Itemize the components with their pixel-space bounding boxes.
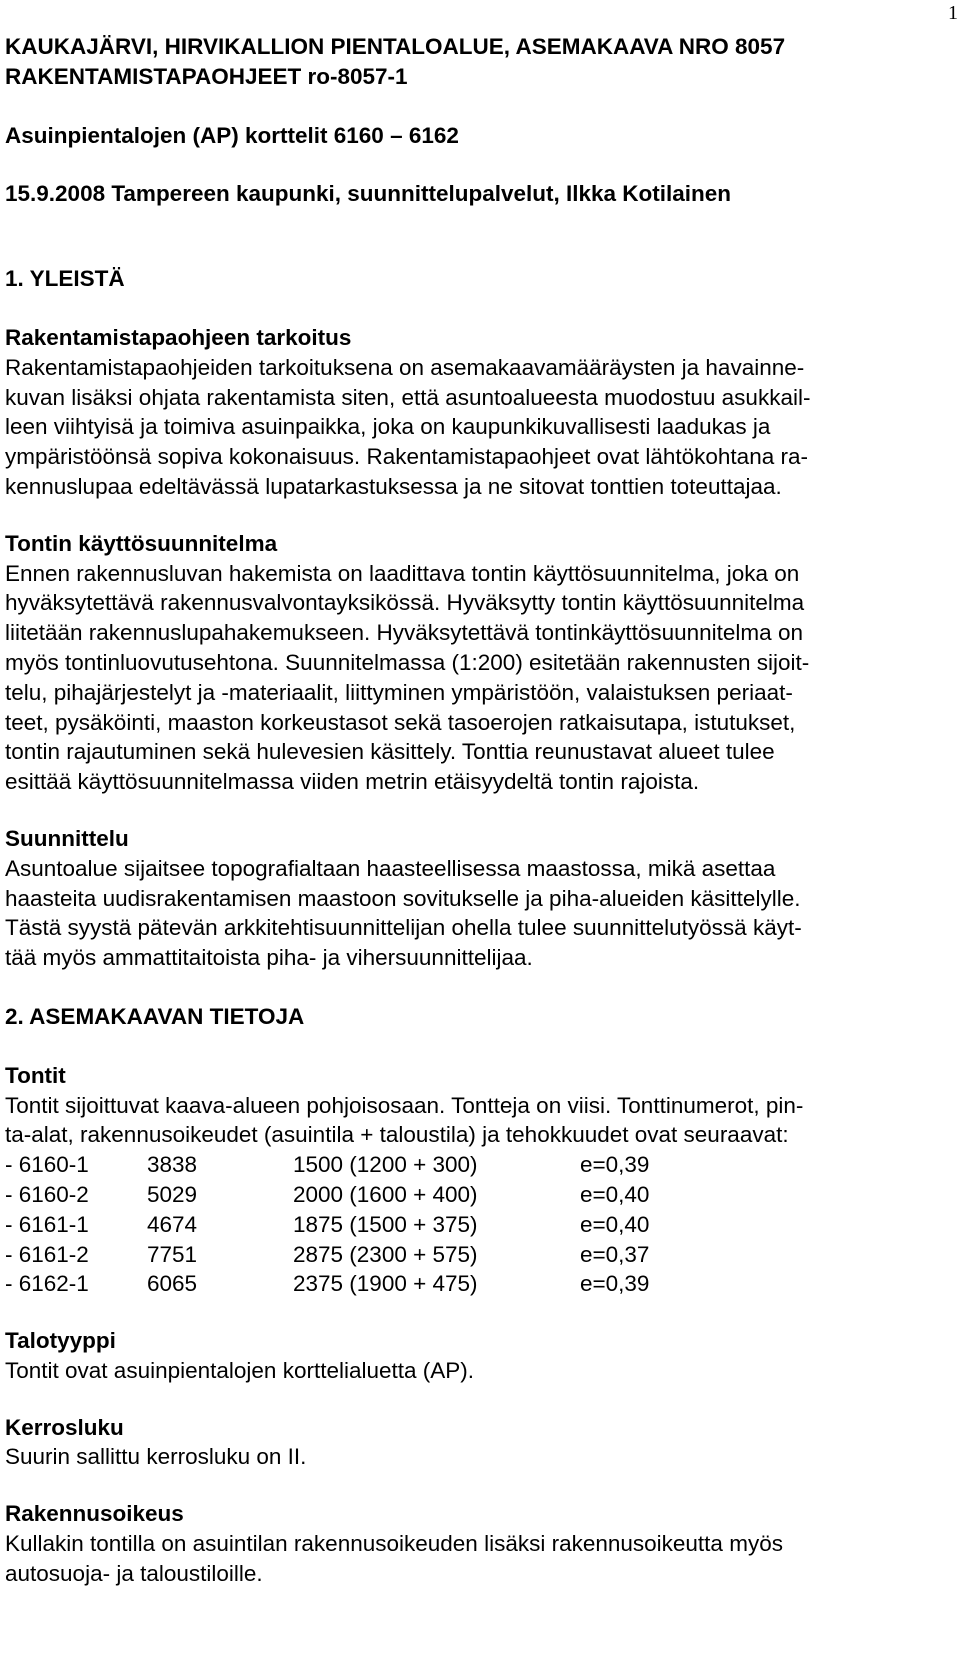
efficiency-cell: e=0,40 [580,1211,650,1237]
building-right-cell: 2375 (1900 + 475) [293,1271,478,1297]
area-cell: 5029 [147,1181,198,1207]
plots-heading: Tontit [5,1062,66,1088]
table-row [5,1240,945,1270]
section-1-heading: 1. YLEISTÄ [5,266,125,292]
paragraph-line: telu, pihajärjestelyt ja -materiaalit, liittyminen ympäristöön, valaistuksen periaat- [5,679,793,705]
area-cell: 4674 [147,1211,198,1237]
building-right-cell: 2875 (2300 + 575) [293,1241,478,1267]
building-right-cell: 1500 (1200 + 300) [293,1152,478,1178]
paragraph-line: Suurin sallittu kerrosluku on II. [5,1444,307,1470]
design-heading: Suunnittelu [5,825,129,851]
paragraph-line: Tontit ovat asuinpientalojen korttelialuetta (AP). [5,1357,475,1383]
efficiency-cell: e=0,39 [580,1271,650,1297]
title-line-2: RAKENTAMISTAPAOHJEET ro-8057-1 [5,63,408,89]
paragraph-line: Kullakin tontilla on asuintilan rakennusoikeuden lisäksi rakennusoikeutta myös [5,1531,783,1557]
table-row [5,1269,945,1299]
document-body [5,32,945,1589]
plot-number-cell: - 6160-2 [5,1181,89,1207]
date-author-line: 15.9.2008 Tampereen kaupunki, suunnittelupalvelut, Ilkka Kotilainen [5,181,732,207]
table-row [5,1180,945,1210]
building-right-cell: 1875 (1500 + 375) [293,1211,478,1237]
floors-section [5,1413,945,1473]
plots-table [5,1150,945,1299]
area-cell: 6065 [147,1271,198,1297]
paragraph-line: kennuslupaa edeltävässä lupatarkastuksessa ja ne sitovat tonttien toteuttajaa. [5,473,782,499]
section-2-heading: 2. ASEMAKAAVAN TIETOJA [5,1003,305,1029]
design-section [5,824,945,973]
paragraph-line: hyväksytettävä rakennusvalvontayksikössä. Hyväksytty tontin käyttösuunnitelma [5,590,805,616]
paragraph-line: tää myös ammattitaitoista piha- ja vihersuunnittelijaa. [5,945,533,971]
paragraph-line: teet, pysäköinti, maaston korkeustasot sekä tasoerojen ratkaisutapa, istutukset, [5,709,796,735]
area-cell: 7751 [147,1241,198,1267]
paragraph-line: tontin rajautuminen sekä hulevesien käsittely. Tonttia reunustavat alueet tulee [5,739,775,765]
purpose-section [5,323,945,502]
building-right-heading: Rakennusoikeus [5,1501,184,1527]
efficiency-cell: e=0,39 [580,1152,650,1178]
document-title [5,32,945,92]
paragraph-line: leen viihtyisä ja toimiva asuinpaikka, joka on kaupunkikuvallisesti laadukas ja [5,414,771,440]
paragraph-line: liitetään rakennuslupahakemukseen. Hyväksytettävä tontinkäyttösuunnitelma on [5,620,803,646]
paragraph-line: esittää käyttösuunnitelmassa viiden metrin etäisyydeltä tontin rajoista. [5,769,700,795]
title-line-1: KAUKAJÄRVI, HIRVIKALLION PIENTALOALUE, ASEMAKAAVA NRO 8057 [5,34,786,59]
document-subtitle: Asuinpientalojen (AP) korttelit 6160 – 6162 [5,122,459,148]
paragraph-line: kuvan lisäksi ohjata rakentamista siten, että asuntoalueesta muodostuu asukkail- [5,384,811,410]
building-right-cell: 2000 (1600 + 400) [293,1181,478,1207]
building-right-section [5,1499,945,1588]
plots-section [5,1061,945,1299]
paragraph-line: Tontit sijoittuvat kaava-alueen pohjoisosaan. Tontteja on viisi. Tonttinumerot, pin- [5,1092,804,1118]
floors-heading: Kerrosluku [5,1414,124,1440]
house-type-heading: Talotyyppi [5,1328,116,1354]
paragraph-line: haasteita uudisrakentamisen maastoon sovitukselle ja piha-alueiden käsittelylle. [5,885,801,911]
table-row [5,1210,945,1240]
plot-number-cell: - 6161-2 [5,1241,89,1267]
table-row [5,1150,945,1180]
paragraph-line: Asuntoalue sijaitsee topografialtaan haasteellisessa maastossa, mikä asettaa [5,855,776,881]
plot-number-cell: - 6161-1 [5,1211,89,1237]
efficiency-cell: e=0,40 [580,1181,650,1207]
plot-plan-section [5,529,945,797]
paragraph-line: Ennen rakennusluvan hakemista on laadittava tontin käyttösuunnitelma, joka on [5,560,800,586]
paragraph-line: ympäristöönsä sopiva kokonaisuus. Rakentamistapaohjeet ovat lähtökohtana ra- [5,444,808,470]
paragraph-line: autosuoja- ja taloustiloille. [5,1560,263,1586]
paragraph-line: Rakentamistapaohjeiden tarkoituksena on asemakaavamääräysten ja havainne- [5,354,805,380]
efficiency-cell: e=0,37 [580,1241,650,1267]
plot-number-cell: - 6162-1 [5,1271,89,1297]
plot-plan-heading: Tontin käyttösuunnitelma [5,530,278,556]
purpose-heading: Rakentamistapaohjeen tarkoitus [5,324,352,350]
area-cell: 3838 [147,1152,198,1178]
plot-number-cell: - 6160-1 [5,1152,89,1178]
paragraph-line: myös tontinluovutusehtona. Suunnitelmassa (1:200) esitetään rakennusten sijoit- [5,649,810,675]
page-number: 1 [948,2,958,24]
house-type-section [5,1326,945,1386]
paragraph-line: Tästä syystä pätevän arkkitehtisuunnittelijan ohella tulee suunnittelutyössä käyt- [5,915,802,941]
paragraph-line: ta-alat, rakennusoikeudet (asuintila + taloustila) ja tehokkuudet ovat seuraavat: [5,1122,789,1148]
